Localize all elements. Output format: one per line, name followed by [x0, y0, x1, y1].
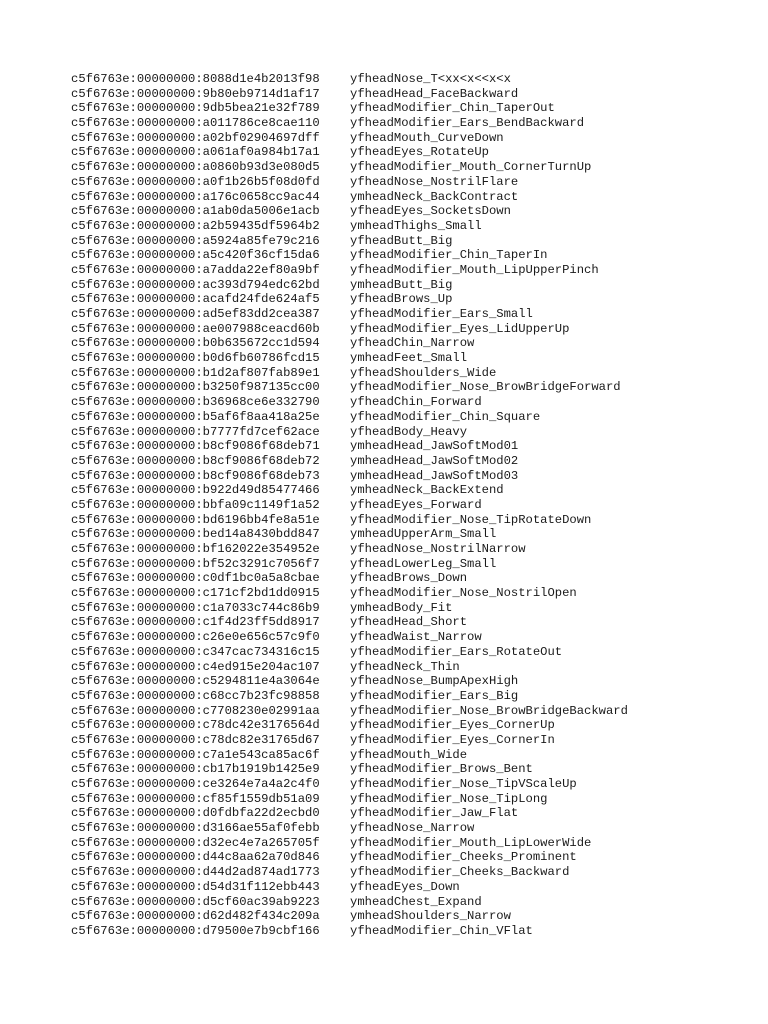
morph-name: yfheadModifier_Ears_Small: [350, 307, 533, 321]
hash-key: c5f6763e:00000000:8088d1e4b2013f98: [71, 72, 320, 86]
list-item: [71, 571, 628, 586]
list-item: [71, 322, 628, 337]
morph-name: yfheadNose_NostrilFlare: [350, 174, 519, 189]
morph-name: ymheadHead_JawSoftMod01: [350, 439, 519, 454]
list-item: [71, 880, 628, 895]
morph-name: yfheadModifier_Chin_Square: [350, 409, 541, 424]
morph-name: yfheadModifier_Ears_RotateOut: [350, 644, 563, 659]
list-item: [71, 615, 628, 630]
list-item: [71, 836, 628, 851]
list-item: [71, 351, 628, 366]
list-item: [71, 410, 628, 425]
morph-name: yfheadWaist_Narrow: [350, 630, 482, 645]
list-item: [71, 483, 628, 498]
morph-name: yfheadModifier_Nose_TipLong: [350, 791, 548, 806]
hash-key: c5f6763e:00000000:d44d2ad874ad1773: [71, 865, 320, 880]
morph-name: yfheadButt_Big: [350, 233, 453, 248]
hash-key: c5f6763e:00000000:acafd24fde624af5: [71, 292, 320, 307]
hash-key: c5f6763e:00000000:c26e0e656c57c9f0: [71, 630, 320, 645]
morph-name: yfheadShoulders_Wide: [350, 365, 497, 380]
list-item: [71, 527, 628, 542]
hash-key: c5f6763e:00000000:a5924a85fe79c216: [71, 233, 320, 248]
list-item: [71, 762, 628, 777]
morph-name: ymheadShoulders_Narrow: [350, 909, 511, 924]
list-item: [71, 263, 628, 278]
hash-key: c5f6763e:00000000:bed14a8430bdd847: [71, 527, 320, 542]
hash-key: c5f6763e:00000000:bf162022e354952e: [71, 542, 320, 556]
list-item: [71, 425, 628, 440]
hash-key: c5f6763e:00000000:a7adda22ef80a9bf: [71, 262, 320, 277]
morph-name: yfheadModifier_Chin_TaperIn: [350, 248, 548, 263]
hash-key: c5f6763e:00000000:d0fdbfa22d2ecbd0: [71, 806, 320, 821]
list-item: [71, 307, 628, 322]
hash-key: c5f6763e:00000000:9b80eb9714d1af17: [71, 86, 320, 101]
hash-key: c5f6763e:00000000:c1f4d23ff5dd8917: [71, 615, 320, 630]
morph-name: yfheadModifier_Chin_TaperOut: [350, 101, 555, 116]
morph-name: ymheadButt_Big: [350, 277, 453, 292]
hash-key: c5f6763e:00000000:d62d482f434c209a: [71, 909, 320, 924]
list-item: [71, 366, 628, 381]
list-item: [71, 777, 628, 792]
list-item: [71, 586, 628, 601]
list-item: [71, 292, 628, 307]
morph-name: yfheadNose_T<xx<x<<x<x: [350, 72, 511, 86]
list-item: [71, 821, 628, 836]
list-item: [71, 498, 628, 513]
list-item: [71, 101, 628, 116]
morph-name: yfheadMouth_CurveDown: [350, 130, 504, 145]
list-item: [71, 924, 628, 939]
hash-key: c5f6763e:00000000:bd6196bb4fe8a51e: [71, 512, 320, 527]
hash-key: c5f6763e:00000000:d32ec4e7a265705f: [71, 835, 320, 850]
hash-key: c5f6763e:00000000:c5294811e4a3064e: [71, 674, 320, 689]
morph-name: yfheadModifier_Jaw_Flat: [350, 806, 519, 821]
list-item: [71, 557, 628, 572]
morph-name: yfheadEyes_RotateUp: [350, 145, 489, 160]
list-item: [71, 131, 628, 146]
hash-key: c5f6763e:00000000:d3166ae55af0febb: [71, 821, 320, 836]
list-item: [71, 895, 628, 910]
morph-name: ymheadChest_Expand: [350, 894, 482, 909]
hash-key: c5f6763e:00000000:a0860b93d3e080d5: [71, 160, 320, 175]
morph-name: yfheadHead_FaceBackward: [350, 86, 519, 101]
morph-name: yfheadNose_NostrilNarrow: [350, 542, 526, 556]
morph-name: yfheadModifier_Chin_VFlat: [350, 923, 533, 938]
hash-key: c5f6763e:00000000:c68cc7b23fc98858: [71, 688, 320, 703]
morph-name: yfheadModifier_Eyes_CornerUp: [350, 718, 555, 733]
hash-key: c5f6763e:00000000:b7777fd7cef62ace: [71, 424, 320, 439]
list-item: [71, 542, 628, 557]
list-item: [71, 601, 628, 616]
list-item: [71, 909, 628, 924]
hash-key: c5f6763e:00000000:b8cf9086f68deb71: [71, 439, 320, 454]
hash-key: c5f6763e:00000000:ce3264e7a4a2c4f0: [71, 777, 320, 791]
morph-name: yfheadModifier_Mouth_LipUpperPinch: [350, 262, 599, 277]
hash-key: c5f6763e:00000000:a2b59435df5964b2: [71, 218, 320, 233]
hash-key: c5f6763e:00000000:b0d6fb60786fcd15: [71, 351, 320, 366]
hash-key: c5f6763e:00000000:c78dc82e31765d67: [71, 732, 320, 747]
hash-key: c5f6763e:00000000:a0f1b26b5f08d0fd: [71, 174, 320, 189]
morph-name: ymheadNeck_BackExtend: [350, 483, 504, 498]
morph-name: yfheadModifier_Brows_Bent: [350, 762, 533, 777]
hash-key: c5f6763e:00000000:c4ed915e204ac107: [71, 659, 320, 674]
morph-name: yfheadModifier_Ears_BendBackward: [350, 116, 585, 131]
hash-key: c5f6763e:00000000:cb17b1919b1425e9: [71, 762, 320, 777]
morph-name: yfheadEyes_Down: [350, 879, 460, 894]
morph-name: ymheadBody_Fit: [350, 600, 453, 615]
morph-name: ymheadNeck_BackContract: [350, 189, 519, 204]
list-item: [71, 630, 628, 645]
list-item: [71, 792, 628, 807]
list-item: [71, 175, 628, 190]
list-item: [71, 660, 628, 675]
list-item: [71, 513, 628, 528]
morph-name: yfheadModifier_Nose_BrowBridgeForward: [350, 380, 621, 395]
hash-key: c5f6763e:00000000:c7a1e543ca85ac6f: [71, 747, 320, 762]
list-item: [71, 689, 628, 704]
morph-name: yfheadMouth_Wide: [350, 747, 468, 762]
morph-name: yfheadBrows_Down: [350, 571, 468, 586]
morph-name: yfheadModifier_Nose_TipVScaleUp: [350, 777, 577, 791]
list-item: [71, 248, 628, 263]
list-item: [71, 145, 628, 160]
hash-key: c5f6763e:00000000:ae007988ceacd60b: [71, 321, 320, 336]
hash-name-listing: [71, 72, 628, 939]
morph-name: yfheadModifier_Nose_TipRotateDown: [350, 512, 592, 527]
morph-name: yfheadModifier_Cheeks_Prominent: [350, 850, 577, 865]
hash-key: c5f6763e:00000000:d5cf60ac39ab9223: [71, 894, 320, 909]
list-item: [71, 439, 628, 454]
hash-key: c5f6763e:00000000:c0df1bc0a5a8cbae: [71, 571, 320, 586]
hash-key: c5f6763e:00000000:cf85f1559db51a09: [71, 791, 320, 806]
hash-key: c5f6763e:00000000:a061af0a984b17a1: [71, 145, 320, 160]
list-item: [71, 204, 628, 219]
hash-key: c5f6763e:00000000:a011786ce8cae110: [71, 116, 320, 131]
morph-name: ymheadHead_JawSoftMod03: [350, 468, 519, 483]
list-item: [71, 850, 628, 865]
hash-key: c5f6763e:00000000:c347cac734316c15: [71, 644, 320, 659]
hash-key: c5f6763e:00000000:d54d31f112ebb443: [71, 879, 320, 894]
list-item: [71, 219, 628, 234]
morph-name: yfheadBody_Heavy: [350, 424, 468, 439]
list-item: [71, 645, 628, 660]
hash-key: c5f6763e:00000000:bf52c3291c7056f7: [71, 556, 320, 571]
list-item: [71, 704, 628, 719]
hash-key: c5f6763e:00000000:a02bf02904697dff: [71, 130, 320, 145]
hash-key: c5f6763e:00000000:b5af6f8aa418a25e: [71, 409, 320, 424]
morph-name: yfheadChin_Forward: [350, 395, 482, 410]
morph-name: yfheadEyes_SocketsDown: [350, 204, 511, 219]
morph-name: ymheadUpperArm_Small: [350, 527, 497, 542]
hash-key: c5f6763e:00000000:9db5bea21e32f789: [71, 101, 320, 116]
hash-key: c5f6763e:00000000:b0b635672cc1d594: [71, 336, 320, 351]
hash-key: c5f6763e:00000000:ac393d794edc62bd: [71, 277, 320, 292]
hash-key: c5f6763e:00000000:d79500e7b9cbf166: [71, 923, 320, 938]
list-item: [71, 748, 628, 763]
list-item: [71, 380, 628, 395]
list-item: [71, 865, 628, 880]
list-item: [71, 674, 628, 689]
list-item: [71, 718, 628, 733]
list-item: [71, 190, 628, 205]
hash-key: c5f6763e:00000000:b8cf9086f68deb72: [71, 453, 320, 468]
morph-name: yfheadModifier_Eyes_CornerIn: [350, 732, 555, 747]
hash-key: c5f6763e:00000000:c7708230e02991aa: [71, 703, 320, 718]
morph-name: yfheadBrows_Up: [350, 292, 453, 307]
morph-name: yfheadLowerLeg_Small: [350, 556, 497, 571]
hash-key: c5f6763e:00000000:d44c8aa62a70d846: [71, 850, 320, 865]
list-item: [71, 72, 628, 87]
hash-key: c5f6763e:00000000:b36968ce6e332790: [71, 395, 320, 410]
list-item: [71, 116, 628, 131]
morph-name: yfheadChin_Narrow: [350, 336, 475, 351]
list-item: [71, 87, 628, 102]
hash-key: c5f6763e:00000000:b3250f987135cc00: [71, 380, 320, 395]
hash-key: c5f6763e:00000000:b922d49d85477466: [71, 483, 320, 498]
hash-key: c5f6763e:00000000:a1ab0da5006e1acb: [71, 204, 320, 219]
hash-key: c5f6763e:00000000:b8cf9086f68deb73: [71, 468, 320, 483]
hash-key: c5f6763e:00000000:c78dc42e3176564d: [71, 718, 320, 733]
morph-name: yfheadModifier_Ears_Big: [350, 688, 519, 703]
morph-name: yfheadNeck_Thin: [350, 659, 460, 674]
list-item: [71, 278, 628, 293]
hash-key: c5f6763e:00000000:ad5ef83dd2cea387: [71, 307, 320, 321]
list-item: [71, 234, 628, 249]
hash-key: c5f6763e:00000000:c171cf2bd1dd0915: [71, 586, 320, 601]
morph-name: yfheadHead_Short: [350, 615, 468, 630]
hash-key: c5f6763e:00000000:b1d2af807fab89e1: [71, 365, 320, 380]
hash-key: c5f6763e:00000000:a5c420f36cf15da6: [71, 248, 320, 263]
morph-name: yfheadModifier_Cheeks_Backward: [350, 865, 570, 880]
morph-name: yfheadModifier_Eyes_LidUpperUp: [350, 321, 570, 336]
morph-name: yfheadModifier_Mouth_CornerTurnUp: [350, 160, 592, 175]
list-item: [71, 160, 628, 175]
morph-name: yfheadNose_Narrow: [350, 821, 475, 836]
morph-name: yfheadNose_BumpApexHigh: [350, 674, 519, 689]
morph-name: ymheadThighs_Small: [350, 218, 482, 233]
list-item: [71, 454, 628, 469]
morph-name: ymheadHead_JawSoftMod02: [350, 453, 519, 468]
hash-key: c5f6763e:00000000:a176c0658cc9ac44: [71, 189, 320, 204]
morph-name: yfheadModifier_Nose_BrowBridgeBackward: [350, 703, 628, 718]
morph-name: yfheadModifier_Mouth_LipLowerWide: [350, 835, 592, 850]
list-item: [71, 806, 628, 821]
list-item: [71, 469, 628, 484]
morph-name: yfheadModifier_Nose_NostrilOpen: [350, 586, 577, 601]
hash-key: c5f6763e:00000000:c1a7033c744c86b9: [71, 600, 320, 615]
list-item: [71, 336, 628, 351]
morph-name: ymheadFeet_Small: [350, 351, 468, 366]
list-item: [71, 733, 628, 748]
morph-name: yfheadEyes_Forward: [350, 497, 482, 512]
hash-key: c5f6763e:00000000:bbfa09c1149f1a52: [71, 497, 320, 512]
list-item: [71, 395, 628, 410]
